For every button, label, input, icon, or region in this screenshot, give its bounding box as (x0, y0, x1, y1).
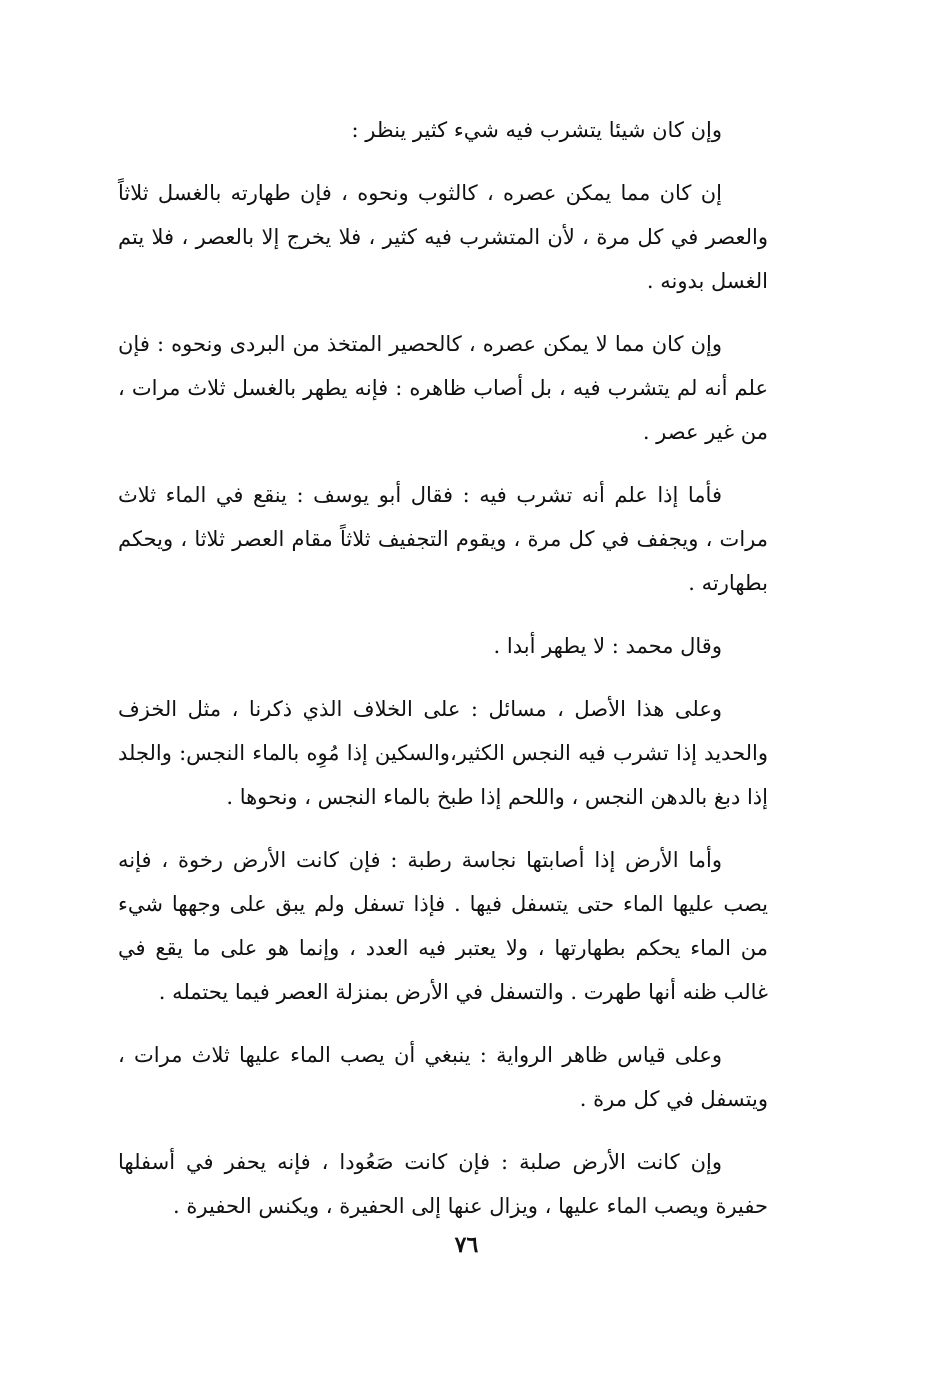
body-text (118, 108, 768, 1247)
paragraph: فأما إذا علم أنه تشرب فيه : فقال أبو يوسف : ينقع في الماء ثلاث مرات ، ويجفف في كل مرة ، ويقوم التجفيف ثلاثاً مقام العصر ثلاثا ، ويحكم بطهارته . (118, 483, 768, 595)
paragraph: وإن كان شيئا يتشرب فيه شيء كثير ينظر : (351, 118, 722, 142)
paragraph: وعلى قياس ظاهر الرواية : ينبغي أن يصب الماء عليها ثلاث مرات ، ويتسفل في كل مرة . (118, 1043, 768, 1111)
paragraph: وعلى هذا الأصل ، مسائل : على الخلاف الذي ذكرنا ، مثل الخزف والحديد إذا تشرب فيه النجس الكثير،والسكين إذا مُوِه بالماء النجس: والجلد إذا دبغ بالدهن النجس ، واللحم إذا طبخ بالماء النجس ، ونحوها . (118, 697, 768, 809)
page-number: ٧٦ (454, 1232, 479, 1258)
paragraph: وأما الأرض إذا أصابتها نجاسة رطبة : فإن كانت الأرض رخوة ، فإنه يصب عليها الماء حتى يتسفل فيها . فإذا تسفل ولم يبق على وجهها شيء من الماء يحكم بطهارتها ، ولا يعتبر فيه العدد ، وإنما هو على ما يقع في غالب ظنه أنها طهرت . والتسفل في الأرض بمنزلة العصر فيما يحتمله . (118, 848, 768, 1004)
paragraph: إن كان مما يمكن عصره ، كالثوب ونحوه ، فإن طهارته بالغسل ثلاثاً والعصر في كل مرة ، لأن المتشرب فيه كثير ، فلا يخرج إلا بالعصر ، فلا يتم الغسل بدونه . (118, 181, 768, 293)
paragraph: وإن كان مما لا يمكن عصره ، كالحصير المتخذ من البردى ونحوه : فإن علم أنه لم يتشرب فيه ، بل أصاب ظاهره : فإنه يطهر بالغسل ثلاث مرات ، من غير عصر . (118, 332, 768, 444)
paragraph: وإن كانت الأرض صلبة : فإن كانت صَعُودا ، فإنه يحفر في أسفلها حفيرة ويصب الماء عليها ، ويزال عنها إلى الحفيرة ، ويكنس الحفيرة . (118, 1150, 768, 1218)
paragraph: وقال محمد : لا يطهر أبدا . (493, 634, 722, 658)
